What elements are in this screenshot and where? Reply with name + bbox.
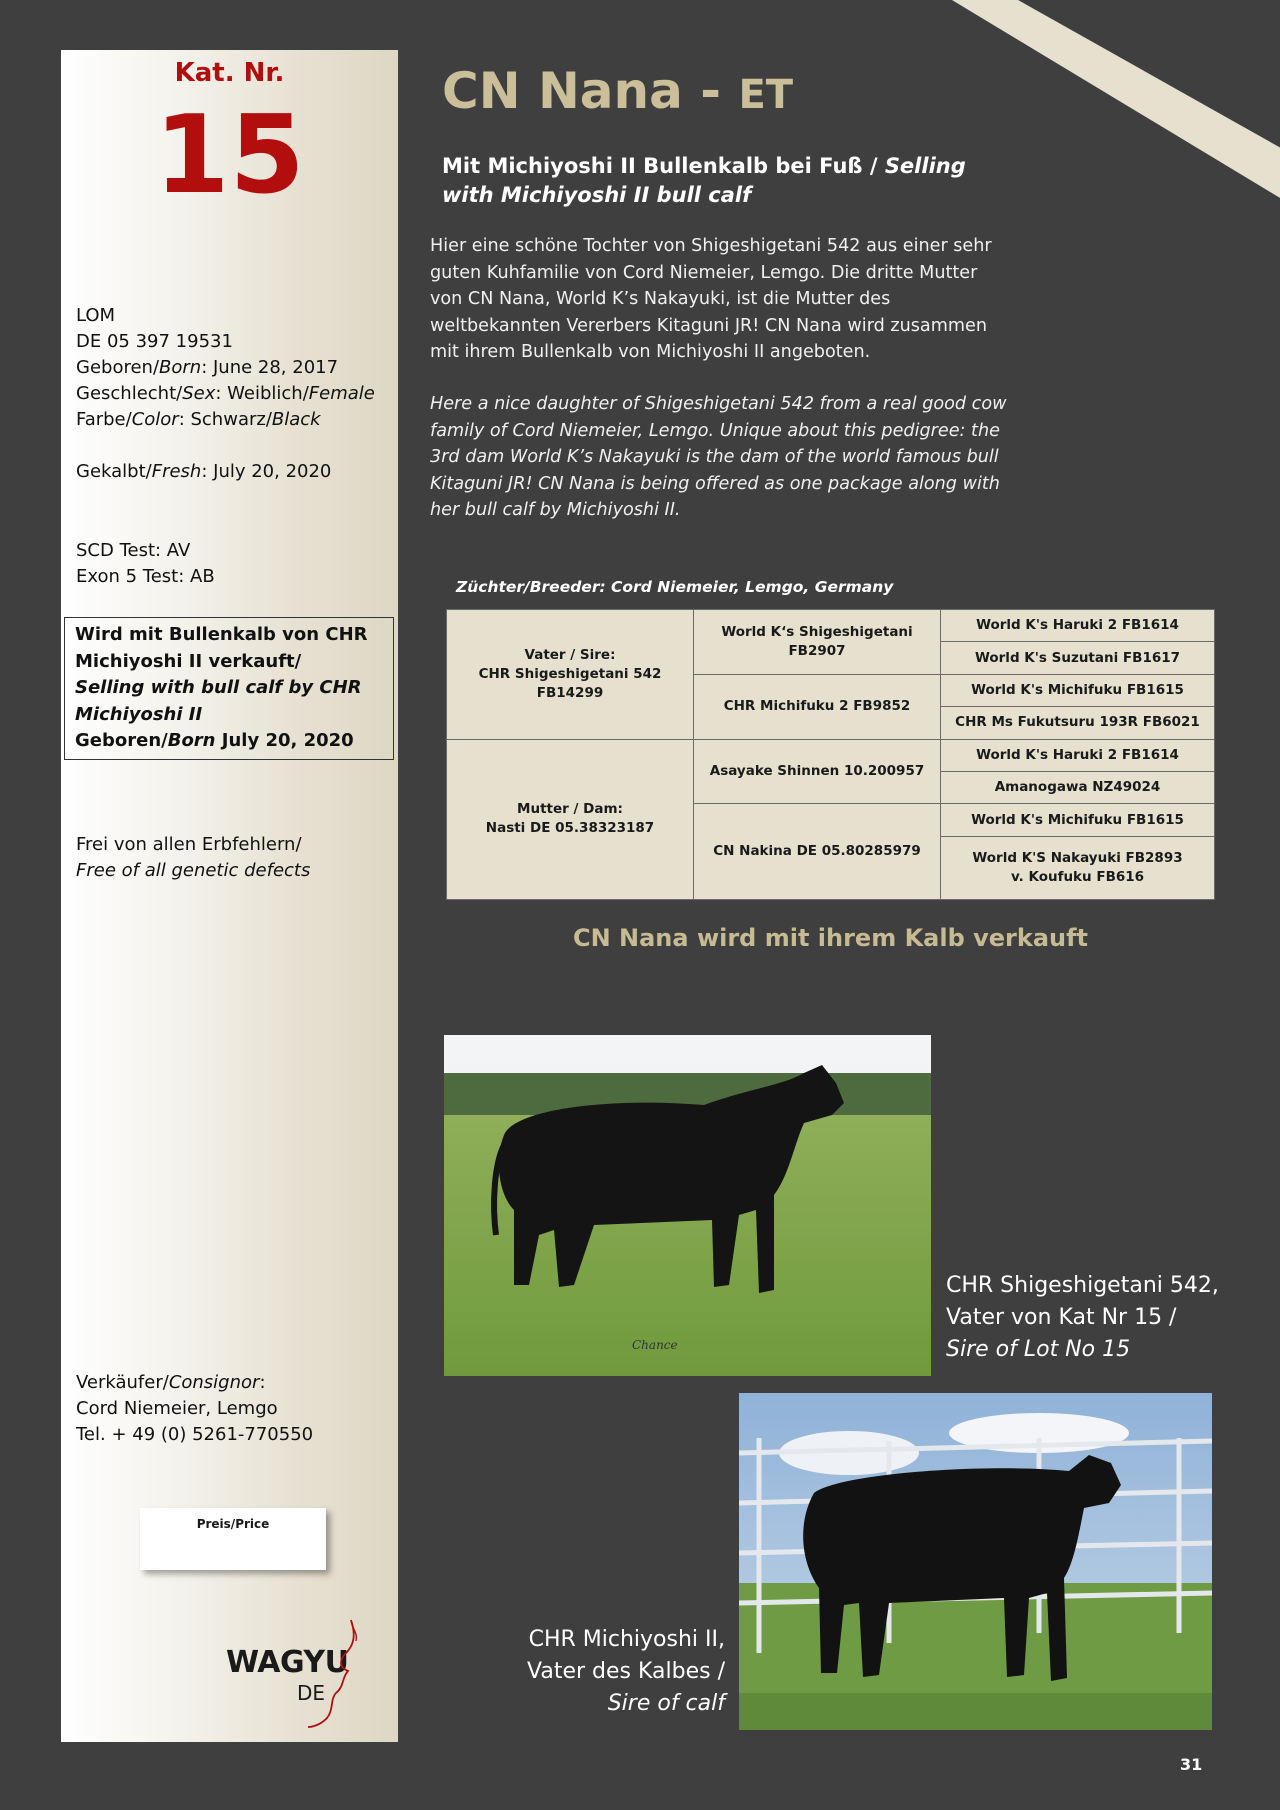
- description-de: Hier eine schöne Tochter von Shigeshigetani 542 aus einer sehr guten Kuhfamilie von Cord Niemeier, Lemgo. Die dritte Mutter von CN Nana, World K’s Nakayuki, ist die Mutter des weltbekannten Vererbers Kitaguni JR! CN Nana wird zusammen mit ihrem Bullenkalb von Michiyoshi II angeboten.: [430, 236, 992, 362]
- sidebar: [61, 50, 398, 1742]
- birth-date: Geboren/Born: June 28, 2017: [76, 357, 339, 378]
- wagyu-logo: [226, 1615, 396, 1730]
- price-label: Preis/Price: [196, 1517, 270, 1531]
- ancestor-cell: World K's Suzutani FB1617: [941, 642, 1215, 674]
- sire-photo-caption: [946, 1270, 1219, 1366]
- consignor-name: Cord Niemeier, Lemgo: [76, 1398, 278, 1419]
- logo-country: DE: [297, 1681, 326, 1705]
- callout-line: Selling with bull calf by CHR: [75, 677, 362, 698]
- lot-number: 15: [154, 93, 305, 218]
- consignor-info: [76, 1370, 313, 1448]
- sire-cell: [447, 610, 694, 740]
- calf-callout-box: [64, 617, 394, 760]
- tests: [76, 538, 215, 590]
- caption-line: CHR Shigeshigetani 542,: [946, 1273, 1219, 1298]
- paternal-grandsire: World K‘s Shigeshigetani FB2907: [694, 610, 941, 675]
- caption-line: Vater von Kat Nr 15 /: [946, 1305, 1177, 1330]
- genetic-defects-note: [76, 832, 310, 884]
- page-number: 31: [1180, 1755, 1203, 1774]
- scd-test: SCD Test: AV: [76, 540, 191, 561]
- breeder-line: Züchter/Breeder: Cord Niemeier, Lemgo, Germany: [456, 578, 894, 596]
- ancestor-line: World K'S Nakayuki FB2893: [972, 849, 1183, 866]
- ancestor-cell: [941, 836, 1215, 899]
- exon-test: Exon 5 Test: AB: [76, 566, 215, 587]
- animal-name: CN Nana - ET: [442, 62, 794, 120]
- ancestor-cell: CHR Ms Fukutsuru 193R FB6021: [941, 707, 1215, 739]
- sire-label: Vater / Sire:: [524, 646, 616, 663]
- ancestor-cell: World K's Michifuku FB1615: [941, 674, 1215, 706]
- genetics-de: Frei von allen Erbfehlern/: [76, 834, 302, 855]
- description-en: Here a nice daughter of Shigeshigetani 542 from a real good cow family of Cord Niemeier, Lemgo. Unique about this pedigree: the 3rd dam World K’s Nakayuki is the dam of the world famous bull Kitaguni JR! CN Nana is being offered as one package along with her bull calf by Michiyoshi II.: [430, 394, 1007, 520]
- animal-facts: [76, 303, 375, 485]
- dam-cell: [447, 739, 694, 899]
- price-box: [140, 1508, 326, 1570]
- paternal-granddam: CHR Michifuku 2 FB9852: [694, 674, 941, 739]
- dam-label: Mutter / Dam:: [517, 801, 623, 818]
- consignor-label: Verkäufer/Consignor:: [76, 1372, 266, 1393]
- reg-number: DE 05 397 19531: [76, 331, 233, 352]
- logo-word: WAGYU: [226, 1645, 349, 1680]
- pedigree-table: [446, 609, 1215, 900]
- genetics-en: Free of all genetic defects: [76, 860, 311, 881]
- logo-bull-outline-icon: [306, 1615, 396, 1730]
- ancestor-cell: World K's Haruki 2 FB1614: [941, 739, 1215, 771]
- calf-sire-caption: [440, 1624, 725, 1720]
- callout-born: Geboren/Born July 20, 2020: [75, 730, 354, 751]
- callout-line: Michiyoshi II: [75, 703, 203, 725]
- table-row: [447, 739, 1215, 771]
- photo-signature: Chance: [632, 1338, 678, 1352]
- callout-line: Wird mit Bullenkalb von CHR: [75, 624, 368, 645]
- caption-line: Vater des Kalbes /: [527, 1659, 725, 1684]
- ancestor-line: v. Koufuku FB616: [1010, 868, 1145, 885]
- calf-sire-photo: [739, 1393, 1212, 1730]
- lot-label: Kat. Nr.: [174, 58, 285, 88]
- sire-reg: FB14299: [536, 684, 604, 701]
- caption-line: CHR Michiyoshi II,: [528, 1627, 725, 1652]
- color: Farbe/Color: Schwarz/Black: [76, 409, 321, 430]
- sire-photo: [444, 1035, 931, 1376]
- ancestor-cell: World K's Haruki 2 FB1614: [941, 610, 1215, 642]
- caption-line: Sire of Lot No 15: [946, 1337, 1131, 1362]
- consignor-phone: Tel. + 49 (0) 5261-770550: [76, 1424, 314, 1445]
- caption-line: Sire of calf: [607, 1691, 725, 1716]
- callout-line: Michiyoshi II verkauft/: [75, 650, 302, 672]
- reg-type: LOM: [76, 305, 116, 326]
- animal-subtitle: Mit Michiyoshi II Bullenkalb bei Fuß / Selling with Michiyoshi II bull calf: [442, 154, 966, 207]
- fresh-date: Gekalbt/Fresh: July 20, 2020: [76, 461, 332, 482]
- maternal-grandsire: Asayake Shinnen 10.200957: [694, 739, 941, 804]
- ancestor-cell: Amanogawa NZ49024: [941, 771, 1215, 803]
- maternal-granddam: CN Nakina DE 05.80285979: [694, 804, 941, 900]
- sire-name: CHR Shigeshigetani 542: [478, 665, 662, 682]
- sold-together-note: CN Nana wird mit ihrem Kalb verkauft: [572, 924, 1089, 952]
- sex: Geschlecht/Sex: Weiblich/Female: [76, 383, 375, 404]
- dam-name: Nasti DE 05.38323187: [485, 820, 655, 837]
- ancestor-cell: World K's Michifuku FB1615: [941, 804, 1215, 836]
- table-row: [447, 610, 1215, 642]
